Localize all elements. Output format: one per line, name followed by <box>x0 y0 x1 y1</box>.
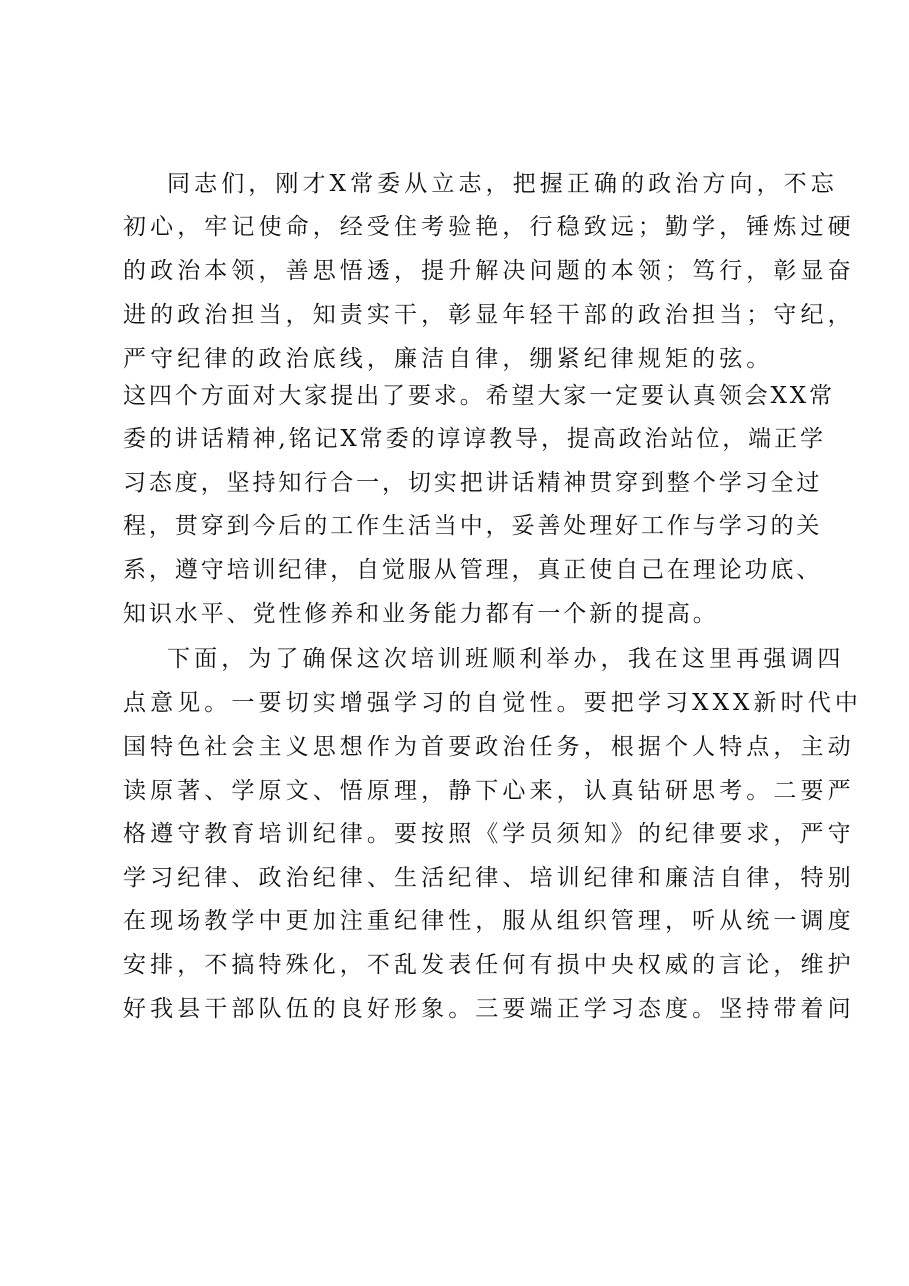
text-line: 学习纪律、政治纪律、生活纪律、培训纪律和廉洁自律，特别 <box>123 865 855 891</box>
text-line: 读原著、学原文、悟原理，静下心来，认真钻研思考。二要严 <box>123 778 855 804</box>
text-line: 初心，牢记使命，经受住考验艳，行稳致远；勤学，锤炼过硬 <box>123 214 855 240</box>
text-line: 进的政治担当，知责实干，彰显年轻干部的政治担当；守纪， <box>123 302 855 328</box>
text-line: 严守纪律的政治底线，廉洁自律，绷紧纪律规矩的弦。 <box>123 346 774 372</box>
text-line: 点意见。一要切实增强学习的自觉性。要把学习XXX新时代中 <box>123 690 862 716</box>
text-line: 同志们，刚才X常委从立志，把握正确的政治方向，不忘 <box>167 171 838 197</box>
text-line: 这四个方面对大家提出了要求。希望大家一定要认真领会XX常 <box>123 383 835 409</box>
text-line: 安排，不搞特殊化，不乱发表任何有损中央权威的言论，维护 <box>123 952 855 978</box>
text-line: 好我县干部队伍的良好形象。三要端正学习态度。坚持带着问 <box>123 996 855 1022</box>
text-line: 委的讲话精神,铭记X常委的谆谆教导，提高政治站位，端正学 <box>123 426 826 452</box>
text-line: 格遵守教育培训纪律。要按照《学员须知》的纪律要求，严守 <box>123 821 855 847</box>
text-line: 在现场教学中更加注重纪律性，服从组织管理，听从统一调度 <box>123 908 855 934</box>
text-line: 系，遵守培训纪律，自觉服从管理，真正使自己在理论功底、 <box>123 557 823 583</box>
text-line: 国特色社会主义思想作为首要政治任务，根据个人特点，主动 <box>123 734 855 760</box>
text-line: 的政治本领，善思悟透，提升解决问题的本领；笃行，彰显奋 <box>123 258 855 284</box>
text-line: 习态度，坚持知行合一，切实把讲话精神贯穿到整个学习全过 <box>123 470 823 496</box>
text-line: 程，贯穿到今后的工作生活当中，妥善处理好工作与学习的关 <box>123 513 823 539</box>
text-line: 下面，为了确保这次培训班顺利举办，我在这里再强调四 <box>167 646 845 672</box>
text-line: 知识水平、党性修养和业务能力都有一个新的提高。 <box>123 601 719 627</box>
